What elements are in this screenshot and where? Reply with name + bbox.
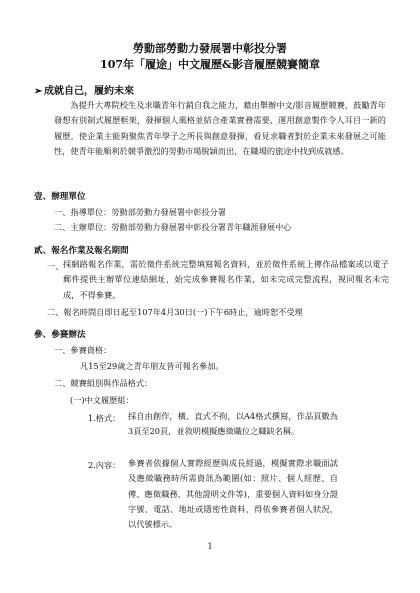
- organization-title: 勞動部勞動力發展署中彰投分署: [133, 42, 287, 55]
- rule-content-label: 2.內容：: [88, 460, 121, 470]
- eligibility-heading: 一、參賽資格：: [54, 345, 112, 355]
- section-heading-rules: 參、參賽辦法: [34, 330, 86, 340]
- eligibility-detail: 凡15至29歲之青年朋友皆可報名參加。: [80, 361, 224, 371]
- registration-item-1-number: 一、: [47, 261, 64, 271]
- slogan: [34, 82, 134, 97]
- organizer-guidance-unit: 一、指導單位：勞動部勞動力發展署中彰投分署: [54, 207, 226, 217]
- page-number: 1: [207, 542, 213, 551]
- arrow-bullet-icon: ➢: [34, 86, 43, 97]
- categories-heading: 二、競賽組別與作品格式：: [54, 378, 153, 388]
- registration-item-2: 二、報名時間自即日起至107年4月30日(一)下午6時止，逾時恕不受理: [47, 307, 303, 317]
- slogan-text: 成就自己，履約未來: [44, 86, 134, 97]
- chinese-resume-group: (一)中文履歷組：: [70, 395, 134, 405]
- rule-format-text: 採自由創作，橫、直式不拘，以A4格式撰寫，作品頁數為3頁至20頁，並敘明模擬應徵職位之職缺名稱。: [128, 411, 338, 437]
- registration-item-1-text: 採網路報名作業，需於徵件系統完整填寫報名資料，並於徵件系統上傳作品檔案或以電子郵件提供主辦單位連結網址，始完成參賽報名作業，如未完成完整流程，視同報名未完成，不得參賽。: [63, 259, 389, 300]
- document-title: 107年「履途」中文履歷&影音履歷競賽簡章: [100, 58, 320, 71]
- intro-paragraph: 為提升大專院校生及求職青年行銷自我之能力，藉由舉辦中文/影音履歷競賽，鼓勵青年發想有別制式履歷框架，發揮個人風格並結合產業實務需要，運用創意製作令人耳目一新的履歷，使企業主能夠聚焦青年學子之所長與創意發揮，看見求職者對於企業未來發展之可能性，使青年能順利於競爭激烈的勞動市場脫穎而出，在職場的旅途中找到成就感。: [54, 100, 386, 156]
- rule-format-label: 1.格式：: [88, 413, 121, 423]
- section-heading-organizers: 壹、辦理單位: [34, 192, 86, 202]
- rule-content-text: 參賽者依據個人實際經歷與成長經過，模擬實際求職面試及應徵職務時所需資訊為範圍(如：照片、個人經歷、自傳、應徵職務、其他證明文件等)，重要個人資料如身分證字號、電話、地址或隱密性資料，得依參賽者個人狀況，以代號標示。: [128, 458, 338, 530]
- section-heading-registration: 貳、報名作業及報名期間: [34, 246, 129, 256]
- organizer-host-unit: 二、主辦單位：勞動部勞動力發展署中彰投分署青年職涯發展中心: [54, 222, 292, 232]
